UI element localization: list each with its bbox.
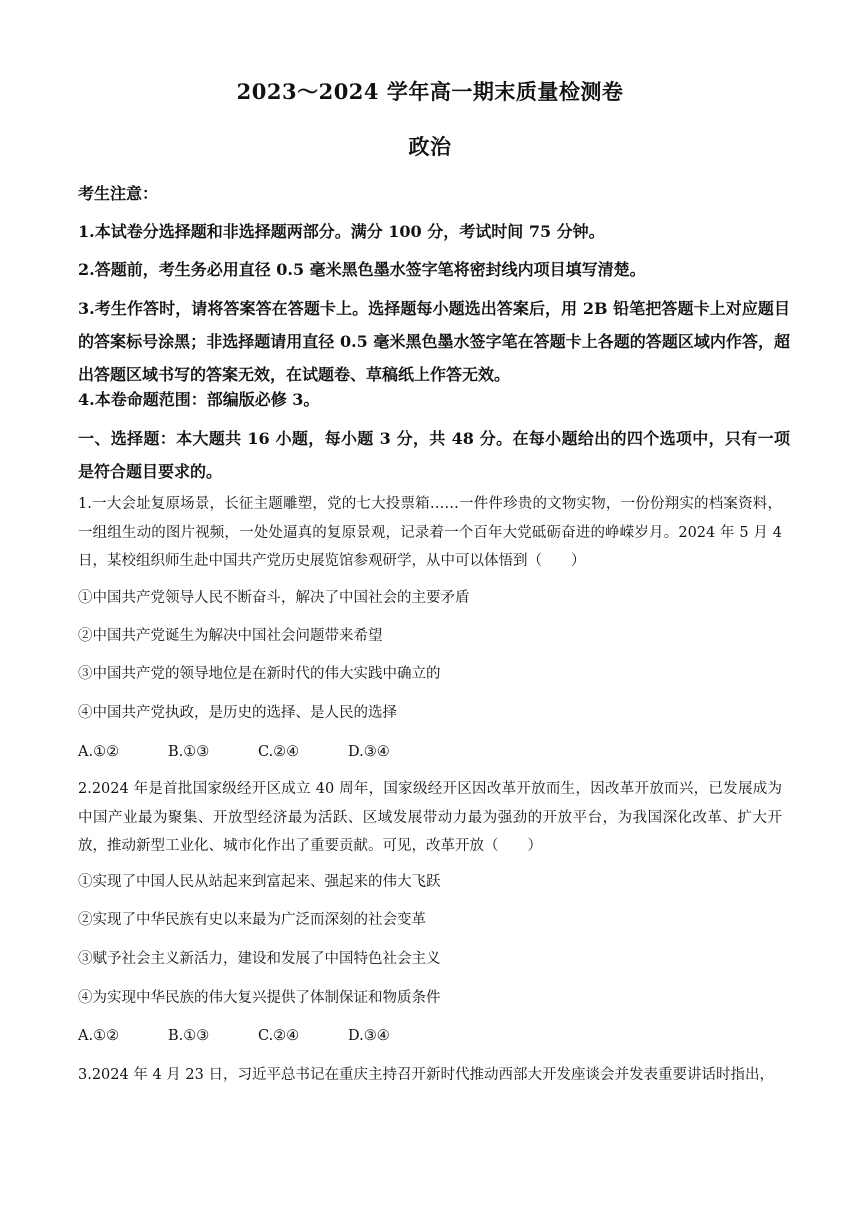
question-2-choice-a: A.①② [78,1028,120,1044]
subject-title: 政治 [408,134,452,159]
notice-item-1: 1.本试卷分选择题和非选择题两部分。满分 100 分，考试时间 75 分钟。 [78,222,605,241]
question-1-choice-d: D.③④ [348,744,390,760]
question-1-choice-c: C.②④ [258,744,300,760]
notice-item-4: 4.本卷命题范围：部编版必修 3。 [78,390,320,409]
question-2-choice-c: C.②④ [258,1028,300,1044]
question-2-stem: 2.2024 年是首批国家级经开区成立 40 周年，国家级经开区因改革开放而生，因改革开放而兴，已发展成为中国产业最为聚集、开放型经济最为活跃、区域发展带动力最为强劲的开放平台，为我国深化改革、扩大开放，推动新型工业化、城市化作出了重要贡献。可见，改革开放（ ） [78,781,782,854]
exam-title: 2023～2024 学年高一期末质量检测卷 [236,79,624,104]
question-2-option-2: ②实现了中华民族有史以来最为广泛而深刻的社会变革 [78,912,426,928]
question-3-stem: 3.2024 年 4 月 23 日，习近平总书记在重庆主持召开新时代推动西部大开发座谈会并发表重要讲话时指出， [78,1067,774,1083]
question-1-choice-b: B.①③ [168,744,210,760]
question-2-choice-d: D.③④ [348,1028,390,1044]
question-1-option-4: ④中国共产党执政，是历史的选择、是人民的选择 [78,705,397,721]
question-1-stem: 1.一大会址复原场景，长征主题雕塑，党的七大投票箱……一件件珍贵的文物实物，一份份翔实的档案资料，一组组生动的图片视频，一处处逼真的复原景观，记录着一个百年大党砥砺奋进的峥嵘岁月。2024 年 5 月 4 日，某校组织师生赴中国共产党历史展览馆参观研学，从中可以体悟到（ ） [78,496,782,569]
question-1-option-1: ①中国共产党领导人民不断奋斗，解决了中国社会的主要矛盾 [78,590,470,606]
question-1-choice-a: A.①② [78,744,120,760]
question-1-option-3: ③中国共产党的领导地位是在新时代的伟大实践中确立的 [78,666,441,682]
notice-heading: 考生注意： [78,184,159,203]
section-heading: 一、选择题：本大题共 16 小题，每小题 3 分，共 48 分。在每小题给出的四个选项中，只有一项是符合题目要求的。 [78,429,790,481]
question-2-option-1: ①实现了中国人民从站起来到富起来、强起来的伟大飞跃 [78,874,441,890]
question-1-choices [78,738,438,766]
question-2-option-4: ④为实现中华民族的伟大复兴提供了体制保证和物质条件 [78,990,441,1006]
question-2-choices [78,1022,438,1050]
question-2-choice-b: B.①③ [168,1028,210,1044]
notice-item-3: 3.考生作答时，请将答案答在答题卡上。选择题每小题选出答案后，用 2B 铅笔把答题卡上对应题目的答案标号涂黑；非选择题请用直径 0.5 毫米黑色墨水签字笔在答题卡上各题的答题区域内作答，超出答题区域书写的答案无效，在试题卷、草稿纸上作答无效。 [78,299,790,384]
question-2-option-3: ③赋予社会主义新活力，建设和发展了中国特色社会主义 [78,951,441,967]
notice-item-2: 2.答题前，考生务必用直径 0.5 毫米黑色墨水签字笔将密封线内项目填写清楚。 [78,260,646,279]
question-1-option-2: ②中国共产党诞生为解决中国社会问题带来希望 [78,628,383,644]
